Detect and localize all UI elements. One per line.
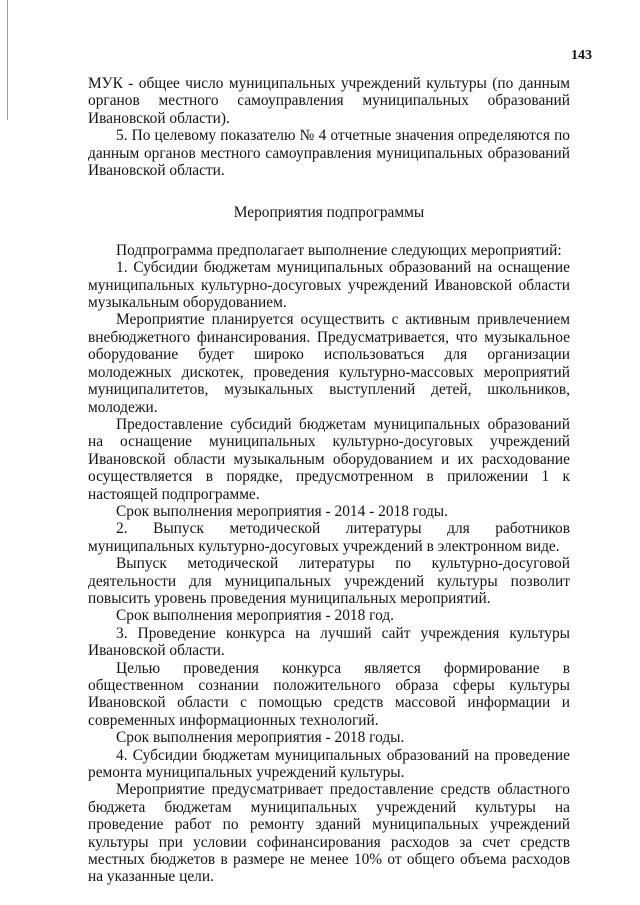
paragraph-measure-4-title: 4. Субсидии бюджетам муниципальных образований на проведение ремонта муниципальных учреждений культуры. <box>88 746 570 782</box>
document-body <box>88 75 570 886</box>
paragraph-measure-1-subsidies: Предоставление субсидий бюджетам муниципальных образований на оснащение муниципальных культурно-досуговых учреждений Ивановской области музыкальным оборудованием и их расходование осуществляется в порядке, предусмотренном в приложении 1 к настоящей подпрограмме. <box>88 415 570 503</box>
paragraph-measure-2-term: Срок выполнения мероприятия - 2018 год. <box>116 607 395 625</box>
paragraph-measure-4-description: Мероприятие предусматривает предоставление средств областного бюджета бюджетам муниципальных учреждений культуры на проведение работ по ремонту зданий муниципальных учреждений культуры при условии софинансирования расходов за счет средств местных бюджетов в размере не менее 10% от общего объема расходов на указанные цели. <box>88 781 570 886</box>
paragraph-measure-1-title: 1. Субсидии бюджетам муниципальных образований на оснащение муниципальных культурно-досуговых учреждений Ивановской области музыкальным оборудованием. <box>88 259 570 312</box>
paragraph-intro: Подпрограмма предполагает выполнение следующих мероприятий: <box>116 241 562 259</box>
paragraph-muk-definition: МУК - общее число муниципальных учреждений культуры (по данным органов местного самоуправления муниципальных образований Ивановской области). <box>88 75 570 127</box>
section-heading: Мероприятия подпрограммы <box>233 204 425 222</box>
paragraph-measure-1-term: Срок выполнения мероприятия - 2014 - 2018 годы. <box>116 502 448 520</box>
paragraph-measure-3-term: Срок выполнения мероприятия - 2018 годы. <box>116 729 405 747</box>
scan-edge-line <box>7 0 8 120</box>
paragraph-measure-2-description: Выпуск методической литературы по культурно-досуговой деятельности для муниципальных учреждений культуры позволит повысить уровень проведения муниципальных мероприятий. <box>88 555 570 607</box>
paragraph-measure-1-description: Мероприятие планируется осуществить с активным привлечением внебюджетного финансирования. Предусматривается, что музыкальное оборудование будет широко использоваться для организации молодежных дискотек, проведения культурно-массовых мероприятий муниципалитетов, музыкальных выступлений детей, школьников, молодежи. <box>88 311 570 416</box>
paragraph-measure-2-title: 2. Выпуск методической литературы для работников муниципальных культурно-досуговых учреждений в электронном виде. <box>88 520 570 555</box>
page-number: 143 <box>571 48 592 63</box>
paragraph-measure-3-title: 3. Проведение конкурса на лучший сайт учреждения культуры Ивановской области. <box>88 624 570 660</box>
paragraph-indicator-4: 5. По целевому показателю № 4 отчетные значения определяются по данным органов местного самоуправления муниципальных образований Ивановской области. <box>88 127 570 180</box>
paragraph-measure-3-description: Целью проведения конкурса является формирование в общественном сознании положительного образа сферы культуры Ивановской области с помощью средств массовой информации и современных информационных технологий. <box>88 659 570 729</box>
